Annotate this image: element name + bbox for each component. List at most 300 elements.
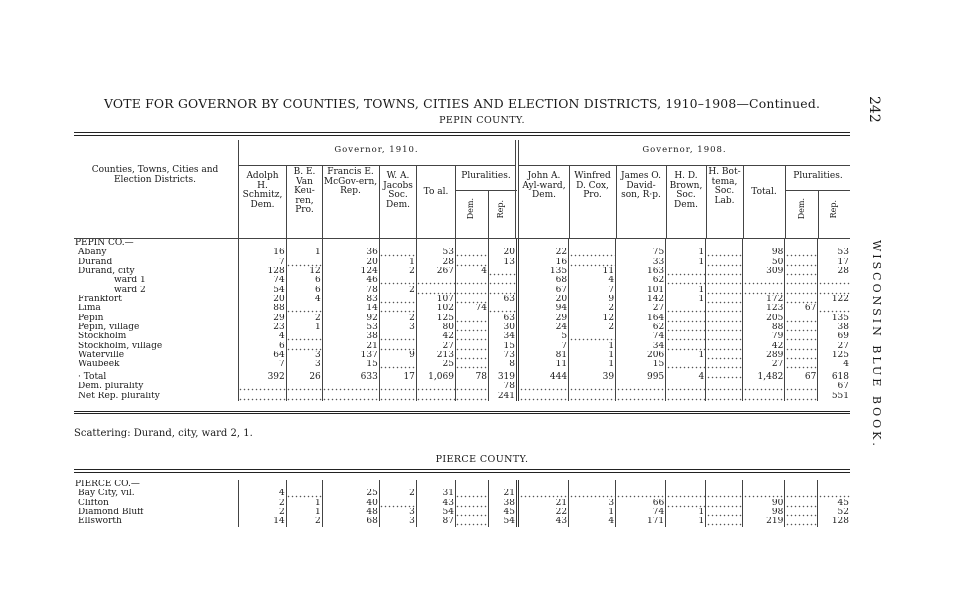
vote-cell: 15 bbox=[488, 342, 517, 351]
vote-cell bbox=[455, 276, 488, 285]
vote-cell: 40 bbox=[322, 499, 379, 508]
vote-cell bbox=[785, 295, 818, 304]
district-name: · Total bbox=[78, 371, 107, 382]
vote-cell: 4 bbox=[455, 267, 488, 276]
pierce-top-rule-2 bbox=[74, 472, 850, 473]
top-rule-2 bbox=[74, 135, 850, 136]
vote-cell: 88 bbox=[238, 304, 286, 313]
vote-cell: 98 bbox=[743, 508, 785, 517]
district-name: Net Rep. plurality bbox=[78, 391, 160, 401]
vote-cell: 1 bbox=[286, 323, 322, 332]
vote-cell: 1 bbox=[286, 508, 322, 517]
vote-cell: 1,482 bbox=[743, 370, 785, 382]
vote-cell: 1 bbox=[569, 342, 616, 351]
vote-cell bbox=[706, 392, 743, 401]
vote-cell: 3 bbox=[286, 351, 322, 360]
header-bottema: H. Bot-tema, Soc. Lab. bbox=[708, 167, 741, 206]
vote-cell: 39 bbox=[569, 370, 616, 382]
vote-cell bbox=[379, 342, 416, 351]
vote-cell bbox=[666, 332, 706, 341]
vote-cell bbox=[379, 360, 416, 369]
vote-cell: 12 bbox=[286, 267, 322, 276]
vote-cell: 48 bbox=[322, 508, 379, 517]
vote-cell: 63 bbox=[488, 314, 517, 323]
vote-cell: 27 bbox=[616, 304, 666, 313]
vote-cell: 1 bbox=[666, 286, 706, 295]
header-aylward: John A. Ayl-ward, Dem. bbox=[522, 171, 566, 200]
rep-plurality-row bbox=[74, 392, 850, 401]
vote-cell: 1 bbox=[666, 295, 706, 304]
table-row bbox=[74, 332, 850, 341]
header-brown: H. D. Brown, Soc. Dem. bbox=[669, 171, 703, 210]
vote-cell: 128 bbox=[818, 517, 850, 526]
vote-cell: 74 bbox=[238, 276, 286, 285]
vote-cell bbox=[569, 392, 616, 401]
vote-cell bbox=[455, 499, 488, 508]
table-row bbox=[74, 314, 850, 323]
vote-cell: 7 bbox=[518, 342, 569, 351]
district-name: Waubeek bbox=[78, 360, 120, 370]
vote-cell: 4 bbox=[238, 332, 286, 341]
vote-cell: 17 bbox=[818, 258, 850, 267]
vote-cell bbox=[379, 499, 416, 508]
vote-cell: 289 bbox=[743, 351, 785, 360]
vote-cell: 46 bbox=[322, 276, 379, 285]
vote-cell: 8 bbox=[488, 360, 517, 369]
vote-cell bbox=[455, 342, 488, 351]
vote-cell bbox=[706, 276, 743, 285]
vote-cell: 67 bbox=[518, 286, 569, 295]
vote-cell bbox=[666, 342, 706, 351]
vote-cell: 5 bbox=[518, 332, 569, 341]
vote-cell bbox=[379, 382, 416, 391]
vote-cell bbox=[379, 304, 416, 313]
vote-cell bbox=[518, 382, 569, 391]
vote-cell bbox=[488, 304, 517, 313]
district-name: ward 2 bbox=[114, 285, 146, 295]
vote-cell: 42 bbox=[416, 332, 455, 341]
vote-cell: 1 bbox=[666, 248, 706, 257]
vote-cell: 1 bbox=[379, 258, 416, 267]
vote-cell: 62 bbox=[616, 323, 666, 332]
vote-cell bbox=[569, 332, 616, 341]
header-cox: Winfred D. Cox, Pro. bbox=[574, 171, 611, 200]
vote-cell: 16 bbox=[518, 258, 569, 267]
vote-cell: 20 bbox=[238, 295, 286, 304]
vote-cell: 78 bbox=[488, 382, 517, 391]
vote-cell: 4 bbox=[286, 295, 322, 304]
header-mcgovern: Francis E. McGov-ern, Rep. bbox=[323, 167, 378, 196]
vote-cell: 69 bbox=[818, 332, 850, 341]
table-row bbox=[74, 276, 850, 285]
vote-cell bbox=[455, 258, 488, 267]
vote-cell bbox=[785, 258, 818, 267]
vote-cell bbox=[818, 489, 850, 498]
vote-cell bbox=[286, 342, 322, 351]
vote-cell: 1 bbox=[666, 258, 706, 267]
vote-cell bbox=[455, 360, 488, 369]
vote-cell: 9 bbox=[379, 351, 416, 360]
vote-cell bbox=[706, 267, 743, 276]
vote-cell bbox=[706, 248, 743, 257]
district-name: Stockholm bbox=[78, 332, 127, 342]
vote-cell: 267 bbox=[416, 267, 455, 276]
total-row bbox=[74, 370, 850, 382]
vote-cell: 219 bbox=[743, 517, 785, 526]
vote-cell bbox=[785, 499, 818, 508]
header-rep-1910: Rep. bbox=[496, 200, 505, 219]
table-row bbox=[74, 248, 850, 257]
vote-cell: 88 bbox=[743, 323, 785, 332]
header-rep-1908: Rep. bbox=[829, 200, 838, 219]
vote-cell bbox=[488, 267, 517, 276]
vote-cell: 29 bbox=[238, 314, 286, 323]
vote-cell: 11 bbox=[518, 360, 569, 369]
page-title: VOTE FOR GOVERNOR BY COUNTIES, TOWNS, CITIES AND ELECTION DISTRICTS, 1910–1908—Continued. bbox=[104, 96, 821, 111]
vote-cell: 52 bbox=[818, 508, 850, 517]
scattering-note: Scattering: Durand, city, ward 2, 1. bbox=[74, 428, 253, 439]
vote-cell: 125 bbox=[416, 314, 455, 323]
vote-cell: 28 bbox=[416, 258, 455, 267]
vote-cell: 22 bbox=[518, 248, 569, 257]
vote-cell bbox=[666, 392, 706, 401]
vote-cell bbox=[416, 382, 455, 391]
vote-cell: 53 bbox=[818, 248, 850, 257]
vote-cell: 633 bbox=[322, 370, 379, 382]
table-row bbox=[74, 267, 850, 276]
header-jacobs: W. A. Jacobs Soc. Dem. bbox=[383, 171, 413, 210]
table-row bbox=[74, 323, 850, 332]
vote-cell: 3 bbox=[379, 517, 416, 526]
vote-cell: 25 bbox=[322, 489, 379, 498]
vote-cell: 24 bbox=[518, 323, 569, 332]
header-davidson: James O. David-son, R·p. bbox=[620, 171, 662, 200]
vote-cell: 15 bbox=[322, 360, 379, 369]
vote-cell bbox=[818, 304, 850, 313]
pepin-county-title: PEPIN COUNTY. bbox=[439, 115, 525, 126]
running-side-title: WISCONSIN BLUE BOOK. bbox=[870, 240, 883, 449]
vote-cell bbox=[666, 304, 706, 313]
vote-cell: 79 bbox=[743, 332, 785, 341]
vote-cell: 2 bbox=[569, 323, 616, 332]
vote-cell: 205 bbox=[743, 314, 785, 323]
vote-cell: 25 bbox=[416, 360, 455, 369]
district-name: Ellsworth bbox=[78, 517, 122, 527]
vote-cell bbox=[379, 332, 416, 341]
vote-cell: 30 bbox=[488, 323, 517, 332]
vote-cell: 78 bbox=[455, 370, 488, 382]
vote-cell bbox=[785, 332, 818, 341]
table-row bbox=[74, 489, 850, 498]
vote-cell: 3 bbox=[286, 360, 322, 369]
vote-cell bbox=[666, 314, 706, 323]
vote-cell: 53 bbox=[416, 248, 455, 257]
table-row bbox=[74, 342, 850, 351]
vote-cell: 45 bbox=[488, 508, 517, 517]
vote-cell bbox=[706, 332, 743, 341]
vote-cell bbox=[743, 392, 785, 401]
table-row bbox=[74, 499, 850, 508]
vote-cell bbox=[666, 382, 706, 391]
vote-cell: 11 bbox=[569, 267, 616, 276]
vote-cell: 29 bbox=[518, 314, 569, 323]
pierce-top-rule bbox=[74, 469, 850, 470]
vote-cell: 33 bbox=[616, 258, 666, 267]
vote-cell: 206 bbox=[616, 351, 666, 360]
vote-cell: 9 bbox=[569, 295, 616, 304]
vote-cell bbox=[706, 304, 743, 313]
vote-cell: 2 bbox=[379, 267, 416, 276]
pepin-bottom-rule-2 bbox=[74, 413, 850, 414]
vote-cell: 64 bbox=[238, 351, 286, 360]
table-row bbox=[74, 258, 850, 267]
vote-cell: 142 bbox=[616, 295, 666, 304]
vote-cell bbox=[379, 392, 416, 401]
vote-cell bbox=[706, 508, 743, 517]
vote-cell: 163 bbox=[616, 267, 666, 276]
vote-cell: 28 bbox=[818, 267, 850, 276]
vote-cell: 4 bbox=[238, 489, 286, 498]
vote-cell: 3 bbox=[569, 499, 616, 508]
district-name: Bay City, vil. bbox=[78, 489, 135, 499]
vote-cell: 50 bbox=[743, 258, 785, 267]
vote-cell: 75 bbox=[616, 248, 666, 257]
vote-cell bbox=[743, 382, 785, 391]
vote-cell bbox=[455, 295, 488, 304]
vote-cell bbox=[455, 382, 488, 391]
vote-cell: 98 bbox=[743, 248, 785, 257]
vote-cell bbox=[785, 267, 818, 276]
vote-cell: 213 bbox=[416, 351, 455, 360]
vote-cell bbox=[785, 276, 818, 285]
vote-cell: 21 bbox=[518, 499, 569, 508]
vote-cell: 68 bbox=[322, 517, 379, 526]
vote-cell bbox=[616, 382, 666, 391]
vote-cell: 43 bbox=[518, 517, 569, 526]
vote-cell: 102 bbox=[416, 304, 455, 313]
vote-cell bbox=[785, 286, 818, 295]
district-name: Lima bbox=[78, 304, 101, 314]
header-dem-1910: Dem. bbox=[466, 198, 475, 220]
header-total-1908: Total. bbox=[751, 187, 777, 197]
vote-cell bbox=[286, 332, 322, 341]
vote-cell: 1 bbox=[666, 351, 706, 360]
vote-cell bbox=[706, 360, 743, 369]
vote-cell: 1 bbox=[666, 508, 706, 517]
district-name: Stockholm, village bbox=[78, 341, 163, 351]
pierce-county-title: PIERCE COUNTY. bbox=[435, 454, 529, 465]
vote-cell bbox=[706, 499, 743, 508]
vote-cell: 43 bbox=[416, 499, 455, 508]
header-governor-1908: Governor, 1908. bbox=[642, 145, 727, 155]
vote-cell: 78 bbox=[322, 286, 379, 295]
vote-cell: 4 bbox=[569, 276, 616, 285]
vote-cell bbox=[706, 286, 743, 295]
vote-cell: 1 bbox=[569, 508, 616, 517]
vote-cell: 45 bbox=[818, 499, 850, 508]
vote-cell: 1 bbox=[569, 351, 616, 360]
vote-cell: 1 bbox=[666, 517, 706, 526]
vote-cell bbox=[455, 508, 488, 517]
vote-cell bbox=[785, 248, 818, 257]
vote-cell: 3 bbox=[379, 323, 416, 332]
vote-cell: 27 bbox=[416, 342, 455, 351]
vote-cell: 122 bbox=[818, 295, 850, 304]
vote-cell: 135 bbox=[818, 314, 850, 323]
table-row bbox=[74, 360, 850, 369]
district-name: Durand, city bbox=[78, 267, 135, 277]
vote-cell: 92 bbox=[322, 314, 379, 323]
vote-cell: 3 bbox=[379, 508, 416, 517]
vote-cell: 67 bbox=[818, 382, 850, 391]
vote-cell: 172 bbox=[743, 295, 785, 304]
header-dem-1908: Dem. bbox=[797, 198, 806, 220]
vote-cell: 36 bbox=[322, 248, 379, 257]
vote-cell: 2 bbox=[238, 499, 286, 508]
vote-cell bbox=[666, 499, 706, 508]
table-row bbox=[74, 304, 850, 313]
vote-cell: 128 bbox=[238, 267, 286, 276]
vote-cell bbox=[706, 370, 743, 382]
vote-cell: 7 bbox=[238, 258, 286, 267]
vote-cell: 2 bbox=[238, 508, 286, 517]
header-governor-1910: Governor, 1910. bbox=[334, 145, 419, 155]
vote-cell: 20 bbox=[322, 258, 379, 267]
vote-cell: 2 bbox=[379, 489, 416, 498]
table-row bbox=[74, 508, 850, 517]
vote-cell bbox=[569, 382, 616, 391]
page-number: 242 bbox=[866, 96, 882, 123]
vote-cell: 1,069 bbox=[416, 370, 455, 382]
vote-cell bbox=[238, 392, 286, 401]
vote-cell bbox=[706, 342, 743, 351]
vote-cell: 618 bbox=[818, 370, 850, 382]
vote-cell: 73 bbox=[488, 351, 517, 360]
vote-cell: 53 bbox=[322, 323, 379, 332]
vote-cell bbox=[569, 248, 616, 257]
vote-cell: 101 bbox=[616, 286, 666, 295]
vote-cell: 6 bbox=[238, 342, 286, 351]
county-heading-row bbox=[74, 480, 850, 489]
county-heading-row bbox=[74, 239, 850, 248]
vote-cell: 995 bbox=[616, 370, 666, 382]
vote-cell: 90 bbox=[743, 499, 785, 508]
vote-cell: 68 bbox=[518, 276, 569, 285]
vote-cell: 4 bbox=[818, 360, 850, 369]
vote-cell: 16 bbox=[238, 248, 286, 257]
vote-cell bbox=[785, 392, 818, 401]
vote-cell: 80 bbox=[416, 323, 455, 332]
vote-cell: 1 bbox=[286, 499, 322, 508]
vote-cell bbox=[706, 323, 743, 332]
vote-cell: 23 bbox=[238, 323, 286, 332]
vote-cell: 21 bbox=[322, 342, 379, 351]
vote-cell: 22 bbox=[518, 508, 569, 517]
county-label: PIERCE CO.— bbox=[75, 480, 140, 489]
vote-cell: 54 bbox=[488, 517, 517, 526]
vote-cell bbox=[785, 382, 818, 391]
vote-cell bbox=[238, 382, 286, 391]
vote-cell: 31 bbox=[416, 489, 455, 498]
vote-cell bbox=[518, 489, 569, 498]
header-van-keuren: B. E. Van Keu-ren, Pro. bbox=[293, 167, 316, 215]
vote-cell: 444 bbox=[518, 370, 569, 382]
vote-cell bbox=[706, 351, 743, 360]
vote-cell bbox=[743, 286, 785, 295]
district-name: Diamond Bluff bbox=[78, 508, 144, 518]
vote-cell: 14 bbox=[238, 517, 286, 526]
vote-cell bbox=[706, 382, 743, 391]
vote-cell bbox=[818, 286, 850, 295]
vote-cell bbox=[785, 360, 818, 369]
vote-cell: 2 bbox=[379, 286, 416, 295]
vote-cell bbox=[785, 489, 818, 498]
header-districts: Counties, Towns, Cities and Election Districts. bbox=[91, 165, 219, 185]
vote-cell bbox=[416, 286, 455, 295]
top-rule bbox=[74, 132, 850, 133]
header-pluralities-1910: Pluralities. bbox=[461, 171, 511, 181]
dem-plurality-row bbox=[74, 382, 850, 391]
vote-cell bbox=[666, 267, 706, 276]
vote-cell bbox=[785, 517, 818, 526]
vote-cell bbox=[286, 392, 322, 401]
vote-cell: 67 bbox=[785, 370, 818, 382]
vote-cell bbox=[455, 314, 488, 323]
vote-cell: 309 bbox=[743, 267, 785, 276]
vote-cell bbox=[706, 489, 743, 498]
vote-cell bbox=[785, 342, 818, 351]
vote-cell bbox=[455, 332, 488, 341]
pepin-county-table bbox=[74, 239, 850, 401]
vote-cell: 4 bbox=[569, 517, 616, 526]
vote-cell: 6 bbox=[286, 286, 322, 295]
vote-cell: 137 bbox=[322, 351, 379, 360]
vote-cell: 392 bbox=[238, 370, 286, 382]
vote-cell bbox=[379, 295, 416, 304]
vote-cell: 74 bbox=[616, 508, 666, 517]
header-schmitz: Adolph H. Schmitz, Dem. bbox=[242, 171, 283, 210]
vote-cell: 21 bbox=[488, 489, 517, 498]
table-row bbox=[74, 517, 850, 526]
vote-cell bbox=[666, 323, 706, 332]
table-row bbox=[74, 351, 850, 360]
vote-cell bbox=[666, 360, 706, 369]
vote-cell: 319 bbox=[488, 370, 517, 382]
district-name: ward 1 bbox=[114, 276, 146, 286]
vote-cell bbox=[455, 517, 488, 526]
vote-cell: 14 bbox=[322, 304, 379, 313]
vote-cell bbox=[785, 314, 818, 323]
vote-cell bbox=[455, 489, 488, 498]
vote-cell: 2 bbox=[569, 304, 616, 313]
vote-cell: 81 bbox=[518, 351, 569, 360]
vote-cell: 38 bbox=[488, 499, 517, 508]
district-name: Durand bbox=[78, 257, 113, 267]
vote-cell bbox=[706, 517, 743, 526]
vote-cell: 7 bbox=[238, 360, 286, 369]
vote-cell: 7 bbox=[569, 286, 616, 295]
vote-cell bbox=[743, 276, 785, 285]
vote-cell bbox=[616, 392, 666, 401]
vote-cell bbox=[379, 276, 416, 285]
vote-cell bbox=[706, 314, 743, 323]
vote-cell: 17 bbox=[379, 370, 416, 382]
district-name: Waterville bbox=[78, 351, 125, 361]
vote-cell bbox=[286, 489, 322, 498]
vote-cell bbox=[616, 489, 666, 498]
vote-cell bbox=[455, 286, 488, 295]
vote-cell: 2 bbox=[286, 517, 322, 526]
